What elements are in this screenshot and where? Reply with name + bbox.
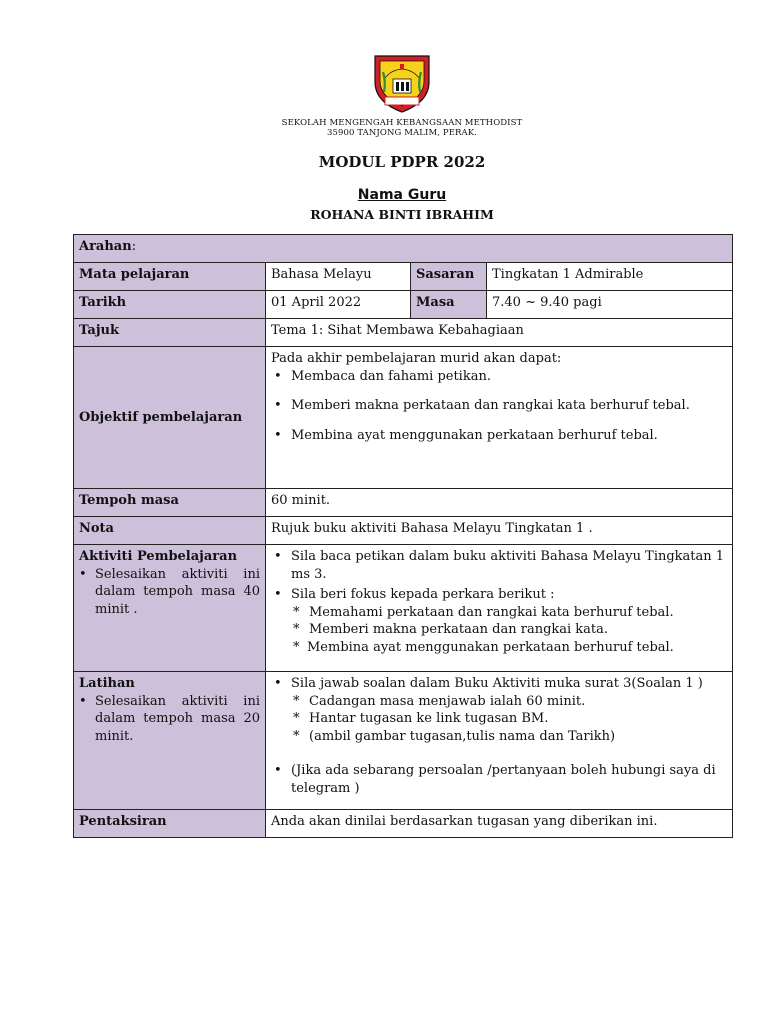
sasaran-value: Tingkatan 1 Admirable (487, 263, 733, 291)
tarikh-value: 01 April 2022 (266, 291, 411, 319)
latihan-label: Latihan (79, 676, 135, 691)
pentaksiran-label: Pentaksiran (74, 810, 266, 838)
tempoh-masa-label: Tempoh masa (74, 489, 266, 517)
tajuk-value: Tema 1: Sihat Membawa Kebahagiaan (266, 319, 733, 347)
row-latihan (74, 672, 733, 810)
lesson-plan-table (73, 234, 733, 838)
module-title: MODUL PDPR 2022 (318, 153, 486, 171)
list-item: • Membina ayat menggunakan perkataan berhuruf tebal. (271, 427, 727, 445)
nota-value: Rujuk buku aktiviti Bahasa Melayu Tingkatan 1 . (266, 517, 733, 545)
objektif-label: Objektif pembelajaran (74, 347, 266, 489)
list-item: • (Jika ada sebarang persoalan /pertanyaan boleh hubungi saya di telegram ) (271, 762, 727, 797)
arahan-label: Arahan (79, 239, 132, 254)
list-item: • Memberi makna perkataan dan rangkai kata berhuruf tebal. (271, 397, 727, 415)
row-tempoh-masa (74, 489, 733, 517)
masa-value: 7.40 ~ 9.40 pagi (487, 291, 733, 319)
row-tajuk (74, 319, 733, 347)
row-pentaksiran (74, 810, 733, 838)
tempoh-masa-value: 60 minit. (266, 489, 733, 517)
row-tarikh (74, 291, 733, 319)
school-address: 35900 TANJONG MALIM, PERAK. (327, 128, 477, 138)
mata-pelajaran-value: Bahasa Melayu (266, 263, 411, 291)
row-objektif (74, 347, 733, 489)
aktiviti-value (266, 545, 733, 672)
sasaran-label: Sasaran (411, 263, 487, 291)
list-item: * Membina ayat menggunakan perkataan berhuruf tebal. (271, 639, 727, 657)
list-item: • Sila beri fokus kepada perkara berikut : (271, 586, 727, 604)
mata-pelajaran-label: Mata pelajaran (74, 263, 266, 291)
arahan-cell: Arahan: (74, 235, 733, 263)
list-item: * Memberi makna perkataan dan rangkai kata. (271, 621, 727, 639)
row-nota (74, 517, 733, 545)
list-item: • Sila baca petikan dalam buku aktiviti Bahasa Melayu Tingkatan 1 ms 3. (271, 548, 727, 583)
objektif-list (271, 368, 727, 445)
latihan-list (271, 675, 727, 693)
nota-label: Nota (74, 517, 266, 545)
latihan-label-cell (74, 672, 266, 810)
teacher-name: ROHANA BINTI IBRAHIM (310, 207, 494, 222)
list-item: * (ambil gambar tugasan,tulis nama dan Tarikh) (271, 728, 727, 746)
list-item: * Memahami perkataan dan rangkai kata berhuruf tebal. (271, 604, 727, 622)
tajuk-label: Tajuk (74, 319, 266, 347)
row-mata-pelajaran (74, 263, 733, 291)
list-item: * Hantar tugasan ke link tugasan BM. (271, 710, 727, 728)
aktiviti-label: Aktiviti Pembelajaran (79, 549, 238, 564)
list-item: • Sila jawab soalan dalam Buku Aktiviti muka surat 3(Soalan 1 ) (271, 675, 727, 693)
aktiviti-list (271, 548, 727, 604)
objektif-intro: Pada akhir pembelajaran murid akan dapat: (271, 351, 562, 366)
aktiviti-points (271, 604, 727, 657)
school-name: SEKOLAH MENGENGAH KEBANGSAAN METHODIST (281, 118, 523, 128)
row-aktiviti (74, 545, 733, 672)
aktiviti-instruction: • Selesaikan aktiviti ini dalam tempoh masa 40 minit . (79, 566, 260, 619)
latihan-instruction: • Selesaikan aktiviti ini dalam tempoh masa 20 minit. (79, 693, 260, 746)
list-item: * Cadangan masa menjawab ialah 60 minit. (271, 693, 727, 711)
list-item: • Membaca dan fahami petikan. (271, 368, 727, 386)
latihan-value (266, 672, 733, 810)
objektif-value (266, 347, 733, 489)
latihan-points (271, 693, 727, 746)
tarikh-label: Tarikh (74, 291, 266, 319)
aktiviti-label-cell (74, 545, 266, 672)
pentaksiran-value: Anda akan dinilai berdasarkan tugasan yang diberikan ini. (266, 810, 733, 838)
school-crest-icon (371, 52, 433, 114)
latihan-contact (271, 762, 727, 797)
row-arahan (74, 235, 733, 263)
masa-label: Masa (411, 291, 487, 319)
teacher-label: Nama Guru (357, 187, 447, 203)
